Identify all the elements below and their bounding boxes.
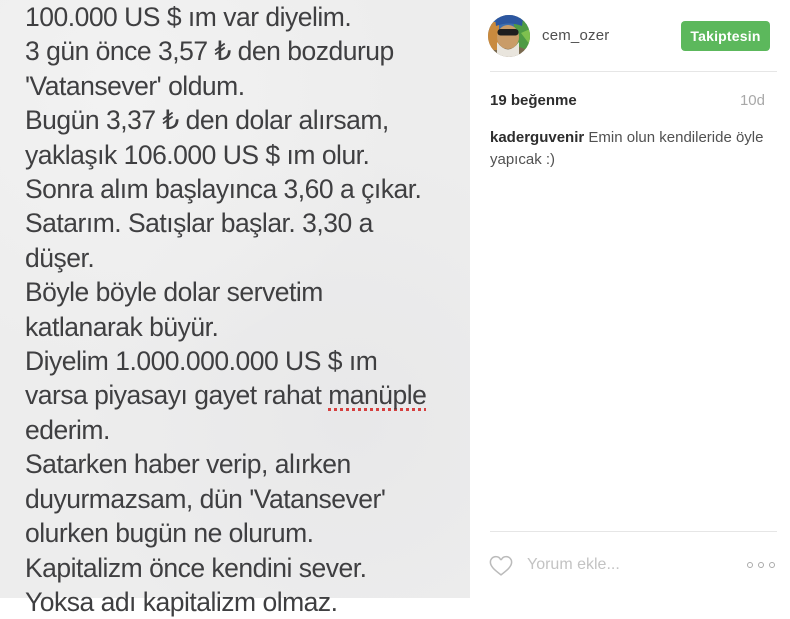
image-text-line: Diyelim 1.000.000.000 US $ ım: [25, 346, 378, 377]
more-options-button[interactable]: [745, 560, 777, 570]
image-text-line: 3 gün önce 3,57 ₺ den bozdurup: [25, 36, 394, 67]
avatar-image: [488, 15, 530, 57]
image-text-line: ederim.: [25, 414, 110, 445]
post-image-text: [25, 0, 470, 619]
footer-row: [470, 532, 790, 598]
comment-input[interactable]: [527, 556, 697, 574]
image-text-line: yaklaşık 106.000 US $ ım olur.: [25, 139, 370, 170]
comment-username[interactable]: kaderguvenir: [490, 129, 585, 146]
image-text-line: 100.000 US $ ım var diyelim.: [25, 2, 352, 32]
post-header: [470, 0, 790, 71]
image-text-line: Sonra alım başlayınca 3,60 a çıkar.: [25, 174, 422, 205]
image-text-line: düşer.: [25, 242, 95, 273]
post-timestamp: 10d: [739, 92, 765, 109]
heart-icon: [488, 553, 514, 577]
more-options-icon: [769, 562, 775, 568]
post-footer: [470, 531, 790, 598]
image-text-line: Böyle böyle dolar servetim: [25, 277, 323, 308]
image-text-line: Bugün 3,37 ₺ den dolar alırsam,: [25, 105, 389, 136]
avatar[interactable]: [488, 15, 530, 57]
image-text-line: Kapitalizm önce kendini sever.: [25, 552, 367, 583]
post-author-username[interactable]: cem_ozer: [542, 27, 610, 44]
image-text-line: 'Vatansever' oldum.: [25, 70, 245, 101]
misspelled-word: manüple: [328, 380, 427, 411]
image-text-line: olurken bugün ne olurum.: [25, 518, 314, 549]
comment-list: [470, 109, 790, 171]
more-options-icon: [758, 562, 764, 568]
image-text-line: Satarken haber verip, alırken: [25, 449, 351, 480]
likes-count[interactable]: 19 beğenme: [490, 92, 577, 109]
like-button[interactable]: [488, 553, 514, 577]
follow-button[interactable]: Takiptesin: [681, 21, 770, 51]
image-text-line: Yoksa adı kapitalizm olmaz.: [25, 586, 338, 617]
image-text-line: duyurmazsam, dün 'Vatansever': [25, 483, 386, 514]
post-panel: [470, 0, 790, 598]
likes-row: [470, 72, 790, 109]
image-text-line: katlanarak büyür.: [25, 311, 219, 342]
image-text-line: Satarım. Satışlar başlar. 3,30 a: [25, 208, 373, 239]
comment: kaderguvenir Emin olun kendileride öyle yapıcak :): [490, 129, 764, 168]
image-text-line: varsa piyasayı gayet rahat manüple: [25, 380, 427, 411]
more-options-icon: [747, 562, 753, 568]
